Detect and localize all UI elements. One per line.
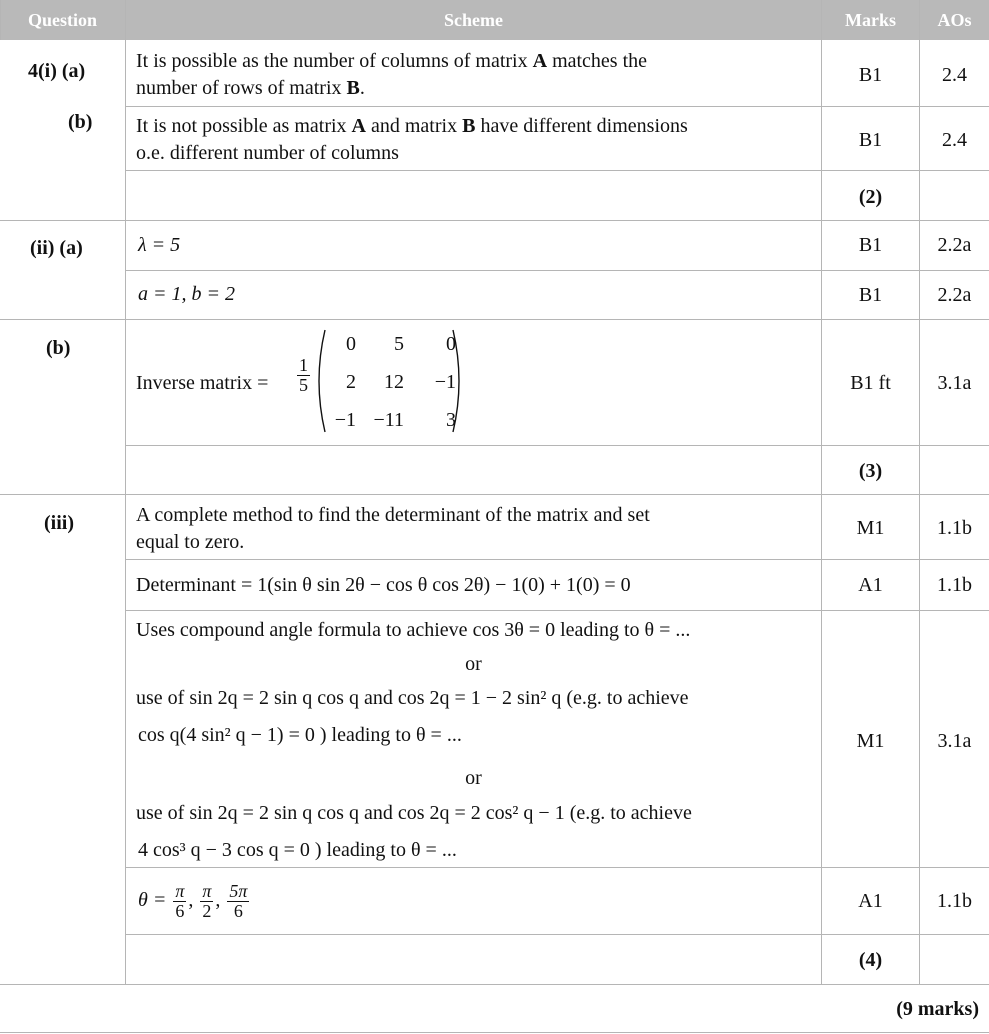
ao-value: 1.1b	[937, 574, 972, 596]
row-divider	[125, 610, 989, 611]
row-divider	[0, 220, 989, 221]
matrix-cell: 3	[446, 409, 456, 431]
row-divider	[125, 867, 989, 868]
ao-value: 2.2a	[937, 234, 972, 256]
scheme-or: or	[465, 767, 482, 789]
matrix-cell: 0	[446, 333, 456, 355]
column-divider	[0, 0, 1, 40]
matrix-cell: −1	[434, 371, 456, 393]
ao-value: 1.1b	[937, 890, 972, 912]
row-divider	[125, 445, 989, 446]
mark-value: M1	[856, 517, 885, 539]
ao-value: 2.4	[942, 129, 967, 151]
mark-value: B1	[858, 284, 883, 306]
row-divider	[125, 270, 989, 271]
scheme-fraction: $\frac{1}{5}$	[299, 355, 308, 395]
row-divider	[0, 319, 989, 320]
ao-value: 2.2a	[937, 284, 972, 306]
separator: ,	[215, 889, 226, 912]
ao-value: 3.1a	[937, 730, 972, 752]
matrix-cell: 12	[384, 371, 404, 393]
row-divider	[0, 1032, 989, 1033]
header-scheme: Scheme	[444, 10, 503, 30]
question-label-4i-b: (b)	[68, 111, 93, 133]
row-divider	[125, 934, 989, 935]
theta-solution: θ = $\frac{\pi}{6}$ , $\frac{\pi}{2}$ , $\frac{5\pi}{6}$	[138, 882, 251, 921]
column-divider	[125, 0, 126, 985]
header-aos: AOs	[937, 10, 972, 30]
mark-value: M1	[856, 730, 885, 752]
matrix-cell: −11	[373, 409, 404, 431]
mark-value: B1	[858, 234, 883, 256]
scheme-text: It is possible as the number of columns of matrix A matches the	[136, 50, 648, 72]
separator: ,	[188, 889, 199, 912]
row-divider	[125, 170, 989, 171]
theta-fraction: $\frac{5\pi}{6}$	[229, 881, 248, 921]
matrix-cell: −1	[334, 409, 356, 431]
scheme-text: o.e. different number of columns	[136, 142, 399, 164]
matrix-cell: 0	[346, 333, 356, 355]
header-marks: Marks	[845, 10, 896, 30]
mark-value: B1	[858, 129, 883, 151]
question-label-4i-a: 4(i) (a)	[28, 60, 86, 82]
scheme-text: use of sin 2q = 2 sin q cos q and cos 2q = 2 cos² q − 1 (e.g. to achieve	[136, 802, 692, 824]
subtotal-marks: (3)	[858, 460, 883, 482]
scheme-math: Determinant = 1(sin θ sin 2θ − cos θ cos 2θ) − 1(0) + 1(0) = 0	[136, 574, 631, 596]
mark-value: B1	[858, 64, 883, 86]
mark-value: A1	[858, 890, 883, 912]
scheme-math: a = 1, b = 2	[138, 283, 235, 305]
scheme-text: Uses compound angle formula to achieve cos 3θ = 0 leading to θ = ...	[136, 619, 691, 641]
subtotal-marks: (4)	[858, 949, 883, 971]
header-question: Question	[27, 10, 97, 30]
scheme-text: use of sin 2q = 2 sin q cos q and cos 2q = 1 − 2 sin² q (e.g. to achieve	[136, 687, 689, 709]
scheme-text: cos q(4 sin² q − 1) = 0 ) leading to θ = ...	[138, 724, 462, 746]
theta-fraction: $\frac{\pi}{2}$	[202, 881, 212, 921]
mark-value: B1 ft	[850, 372, 891, 394]
matrix-cell: 5	[394, 333, 404, 355]
theta-fraction: $\frac{\pi}{6}$	[175, 881, 185, 921]
row-divider	[125, 106, 989, 107]
scheme-text: 4 cos³ q − 3 cos q = 0 ) leading to θ = ...	[138, 839, 457, 861]
subtotal-marks: (2)	[858, 186, 883, 208]
mark-value: A1	[858, 574, 883, 596]
row-divider	[0, 984, 989, 985]
scheme-or: or	[465, 653, 482, 675]
ao-value: 2.4	[942, 64, 967, 86]
row-divider	[0, 494, 989, 495]
scheme-math: λ = 5	[138, 234, 181, 256]
question-label-ii-a: (ii) (a)	[30, 237, 83, 259]
matrix-cell: 2	[346, 371, 356, 393]
question-label-ii-b: (b)	[46, 337, 71, 359]
total-marks: (9 marks)	[896, 998, 979, 1020]
scheme-text: It is not possible as matrix A and matrix B have different dimensions	[136, 115, 688, 137]
scheme-text: Inverse matrix =	[136, 372, 269, 394]
ao-value: 3.1a	[937, 372, 972, 394]
row-divider	[125, 559, 989, 560]
scheme-text: A complete method to find the determinant of the matrix and set	[136, 504, 650, 526]
scheme-text: equal to zero.	[136, 531, 245, 553]
ao-value: 1.1b	[937, 517, 972, 539]
question-label-iii: (iii)	[44, 512, 74, 534]
scheme-text: number of rows of matrix B.	[136, 77, 365, 99]
